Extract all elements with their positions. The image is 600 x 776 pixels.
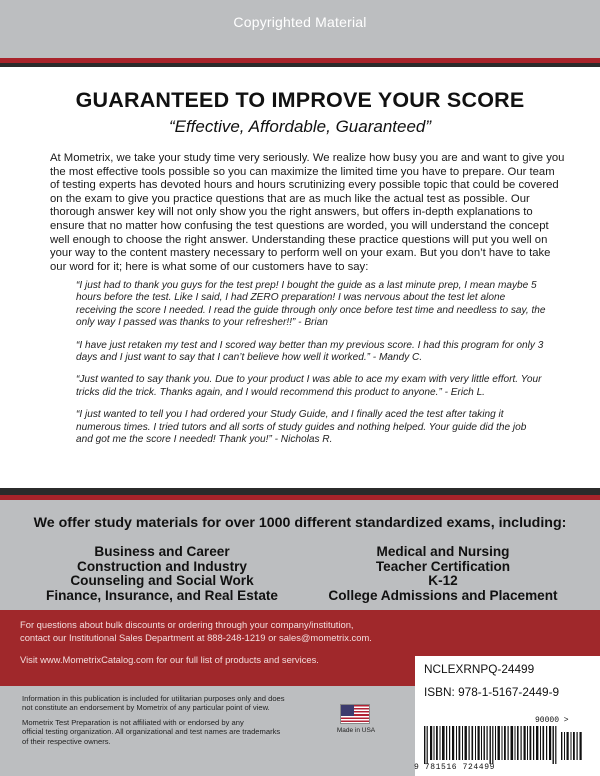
barcode-digits: 9 781516 724499 bbox=[414, 763, 496, 772]
legal-line: official testing organization. All organizational and test names are trademarks bbox=[22, 727, 281, 737]
testimonial: “I just had to thank you guys for the test prep! I bought the guide as a last minute prep, I mean maybe 5 hours before the test. Like I said, I had ZERO preparation! I was nervous about the test let alone receiving the score I needed. I read the guide through only once before test time and needless to say, the only way I passed was thanks to your refresher!!” - Brian bbox=[76, 280, 546, 329]
categories-right-column bbox=[308, 545, 578, 604]
headline: GUARANTEED TO IMPROVE YOUR SCORE bbox=[75, 88, 525, 112]
made-in-usa-label: Made in USA bbox=[336, 727, 376, 734]
mid-dark-stripe bbox=[0, 488, 600, 495]
legal-trademark-notice bbox=[22, 718, 322, 746]
category-item: Business and Career bbox=[94, 544, 230, 559]
legal-line: of their respective owners. bbox=[22, 736, 111, 746]
testimonial: “I just wanted to tell you I had ordered your Study Guide, and I finally aced the test after taking it numerous times. I tried tutors and all sorts of study guides and nothing helped. Your guide did the job and got me the score I needed! Thank you!” - Nicholas R. bbox=[76, 409, 527, 446]
category-item: K-12 bbox=[428, 573, 458, 589]
price-addon-code: 90000 > bbox=[535, 716, 569, 725]
category-item: Teacher Certification bbox=[375, 558, 511, 574]
testimonial: “Just wanted to say thank you. Due to your product I was able to ace my exam with very little effort. Your tricks did the trick. Thanks again, and I would recommend this product to anyone.” - Erich L. bbox=[76, 374, 542, 398]
sales-contact-line: contact our Institutional Sales Department at 888-248-1219 or sales@mometrix.com. bbox=[20, 632, 372, 643]
tagline: “Effective, Affordable, Guaranteed” bbox=[168, 117, 432, 136]
legal-line: Mometrix Test Preparation is not affiliated with or endorsed by any bbox=[22, 718, 244, 727]
top-dark-stripe bbox=[0, 63, 600, 67]
testimonials-list bbox=[76, 280, 546, 456]
legal-line: not constitute an endorsement by Mometrix of any particular point of view. bbox=[22, 703, 270, 713]
category-item: Finance, Insurance, and Real Estate bbox=[46, 588, 278, 604]
catalog-link-line: Visit www.MometrixCatalog.com for our full list of products and services. bbox=[20, 654, 319, 665]
us-flag-icon bbox=[340, 704, 370, 724]
category-item: Medical and Nursing bbox=[376, 544, 510, 559]
category-item: College Admissions and Placement bbox=[328, 588, 558, 604]
categories-left-column bbox=[28, 545, 296, 604]
watermark-text: Copyrighted Material bbox=[233, 14, 367, 30]
sku-code: NCLEXRNPQ-24499 bbox=[424, 662, 535, 676]
testimonial: “I have just retaken my test and I scored way better than my previous score. I had this program for only 3 days and I just want to say that I can’t believe how well it worked.” - Mandy C. bbox=[76, 339, 544, 364]
intro-paragraph: At Mometrix, we take your study time very seriously. We realize how busy you are and want to give you the most effective tools possible so you can maximize the limited time you have to prepare. Our team of testing experts has devoted hours and hours scrutinizing every possible topic that could be covered on the exam to give you practice questions that are as much like the actual test as possible. Our thorough answer key will not only show you the right answers, but offers in-depth explanations to ensure that no matter how confusing the test questions are worded, you will understand the concept well enough to choose the right answer. Understanding these practice questions will put you well on your way to the content mastery necessary to perform well on your exam. But you don’t have to take our word for it; here is what some of our customers have to say: bbox=[50, 152, 565, 273]
category-item: Counseling and Social Work bbox=[70, 573, 254, 589]
offer-heading: We offer study materials for over 1000 different standardized exams, including: bbox=[33, 515, 567, 531]
legal-disclaimer bbox=[22, 694, 322, 713]
isbn-number: ISBN: 978-1-5167-2449-9 bbox=[424, 685, 560, 699]
legal-line: Information in this publication is included for utilitarian purposes only and does bbox=[22, 694, 285, 703]
barcode-icon bbox=[424, 726, 584, 764]
top-gray-band bbox=[0, 0, 600, 58]
bulk-discount-line: For questions about bulk discounts or ordering through your company/institution, bbox=[20, 619, 354, 630]
category-item: Construction and Industry bbox=[77, 558, 247, 574]
